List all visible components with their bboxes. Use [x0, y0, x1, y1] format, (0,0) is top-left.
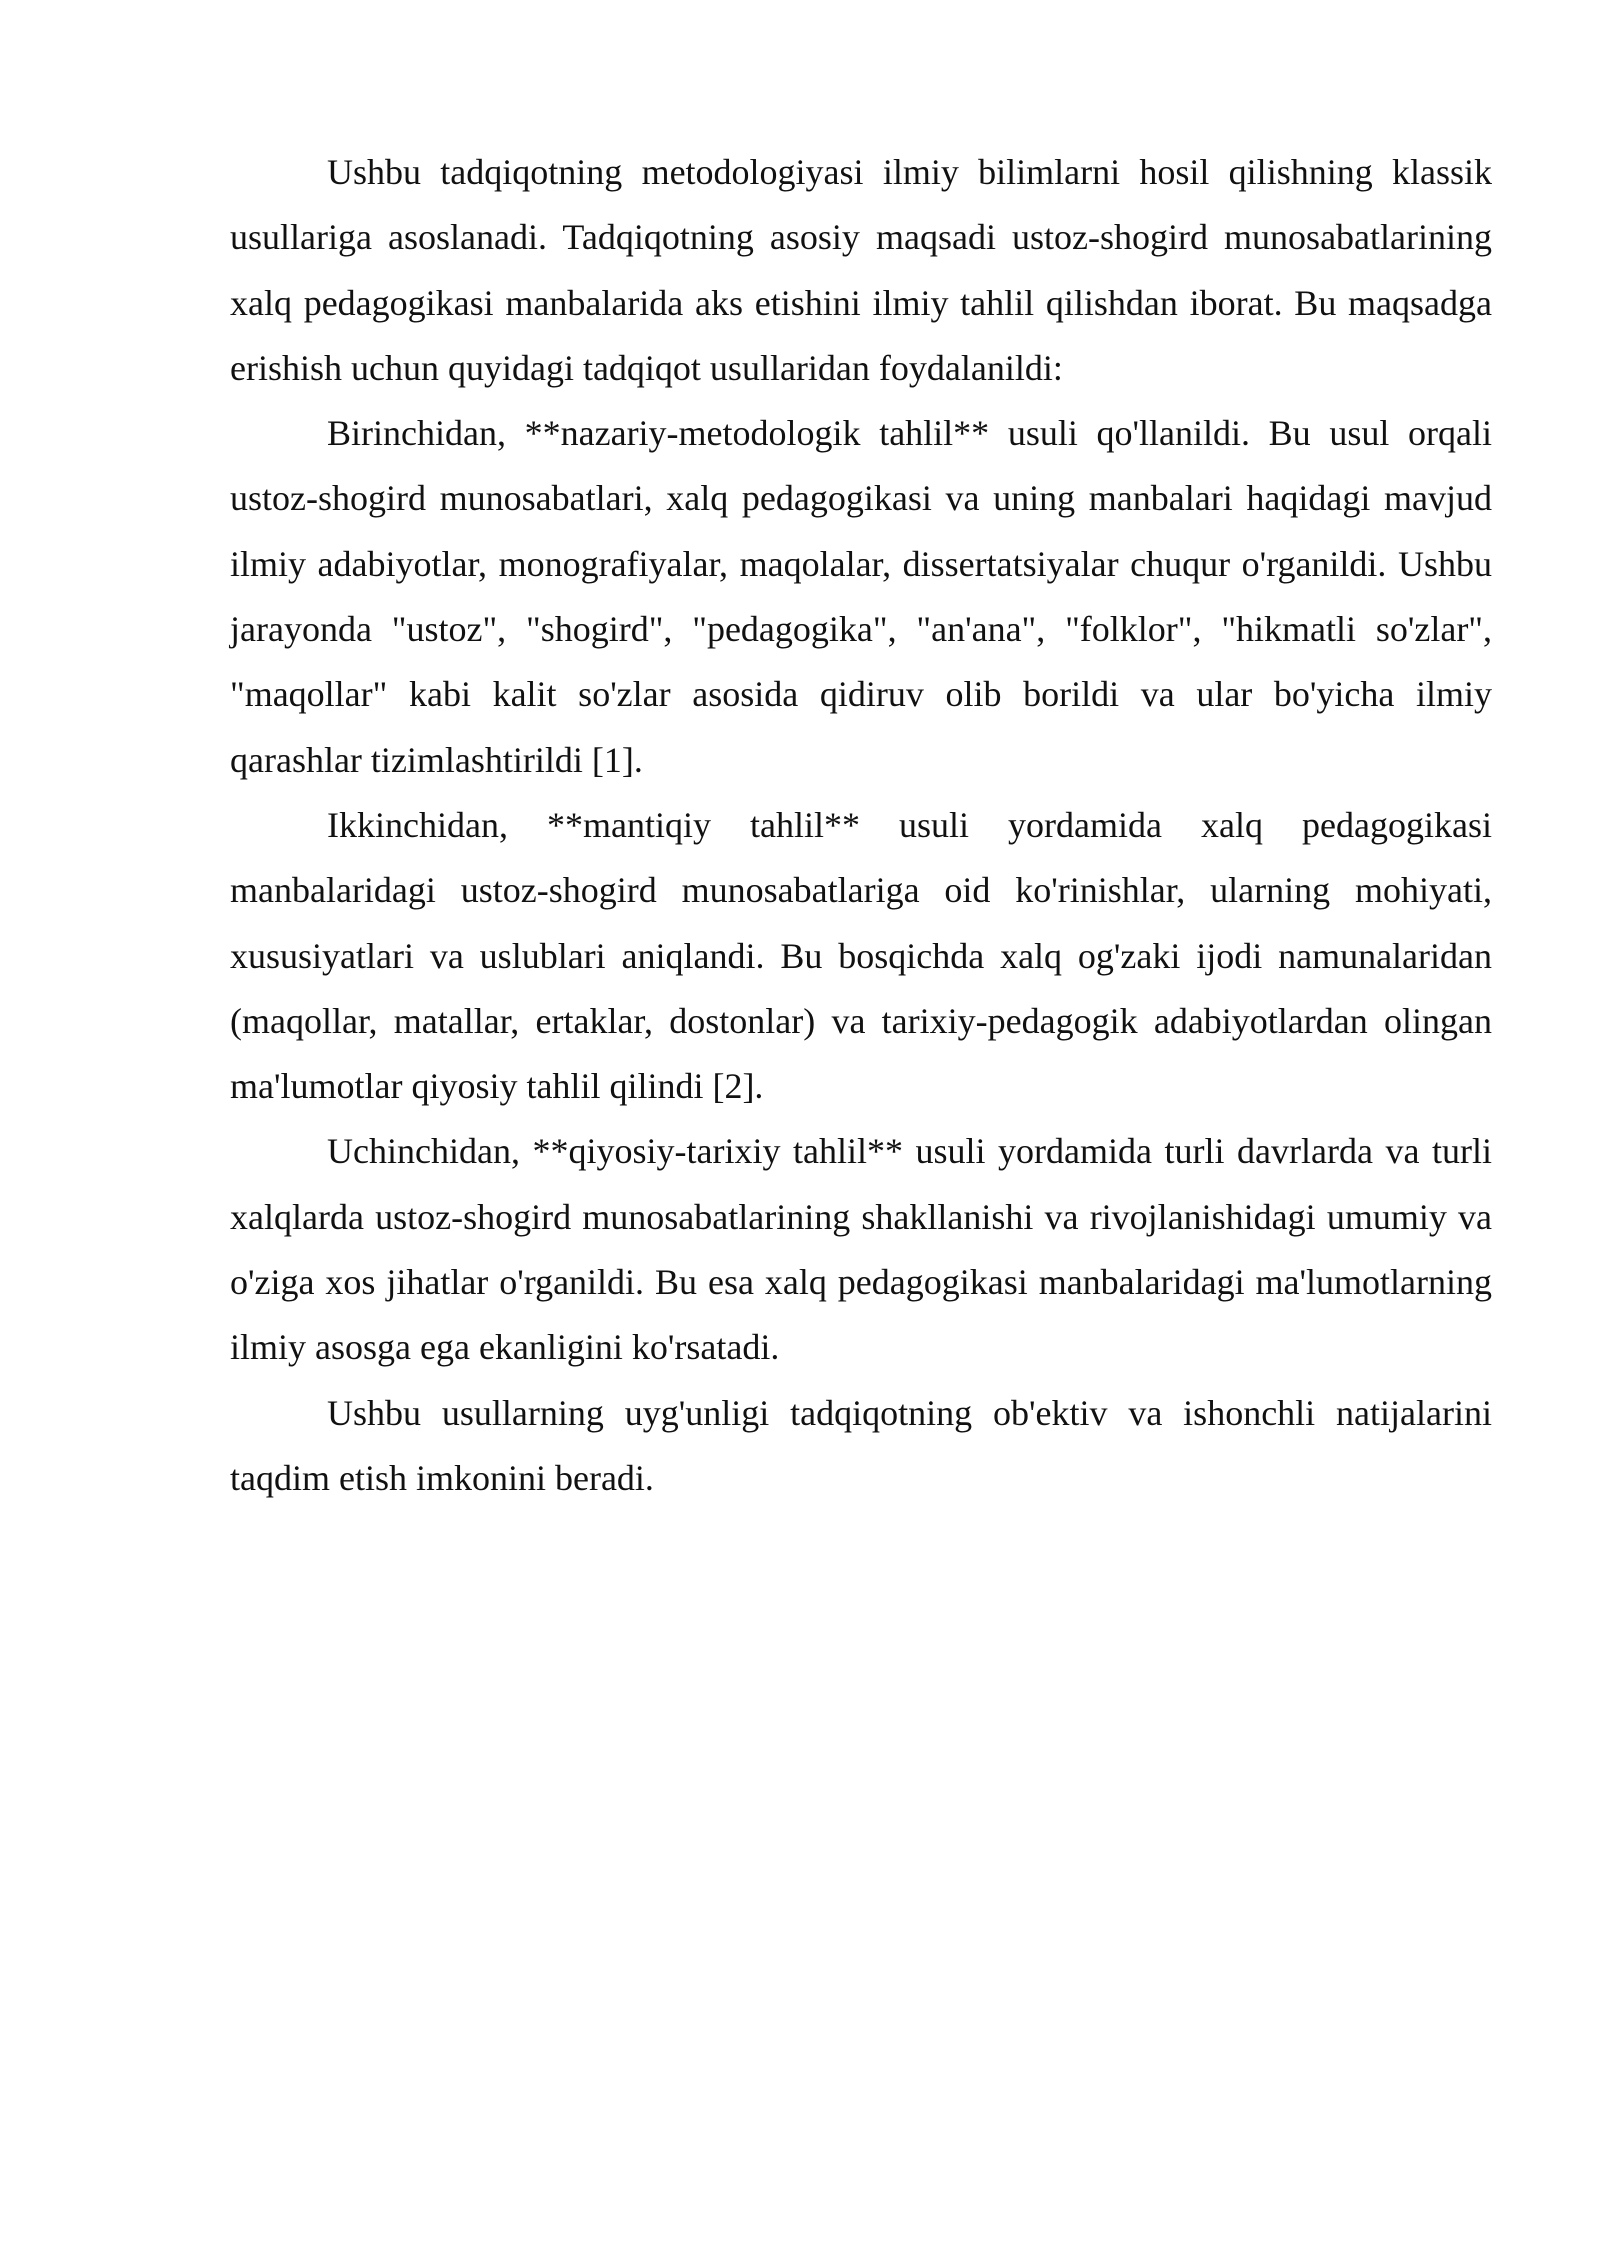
paragraph-conclusion: Ushbu usullarning uyg'unligi tadqiqotning ob'ektiv va ishonchli natijalarini taqdim etish imkonini beradi.: [230, 1392, 1492, 1498]
document-body: [230, 140, 1492, 1511]
paragraph-methodology-intro: Ushbu tadqiqotning metodologiyasi ilmiy bilimlarni hosil qilishning klassik usullariga asoslanadi. Tadqiqotning asosiy maqsadi ustoz-shogird munosabatlarining xalq pedagogikasi manbalarida aks etishini ilmiy tahlil qilishdan iborat. Bu maqsadga erishish uchun quyidagi tadqiqot usullaridan foydalanildi:: [230, 152, 1492, 388]
paragraph-third-method: Uchinchidan, **qiyosiy-tarixiy tahlil** usuli yordamida turli davrlarda va turli xalqlarda ustoz-shogird munosabatlarining shakllanishi va rivojlanishidagi umumiy va o'ziga xos jihatlar o'rganildi. Bu esa xalq pedagogikasi manbalaridagi ma'lumotlarning ilmiy asosga ega ekanligini ko'rsatadi.: [230, 1131, 1492, 1368]
paragraph-second-method: Ikkinchidan, **mantiqiy tahlil** usuli yordamida xalq pedagogikasi manbalaridagi ustoz-shogird munosabatlariga oid ko'rinishlar, ularning mohiyati, xususiyatlari va uslublari aniqlandi. Bu bosqichda xalq og'zaki ijodi namunalaridan (maqollar, matallar, ertaklar, dostonlar) va tarixiy-pedagogik adabiyotlardan olingan ma'lumotlar qiyosiy tahlil qilindi [2].: [230, 804, 1492, 1107]
paragraph-first-method: Birinchidan, **nazariy-metodologik tahlil** usuli qo'llanildi. Bu usul orqali ustoz-shogird munosabatlari, xalq pedagogikasi va uning manbalari haqidagi mavjud ilmiy adabiyotlar, monografiyalar, maqolalar, dissertatsiyalar chuqur o'rganildi. Ushbu jarayonda "ustoz", "shogird", "pedagogika", "an'ana", "folklor", "hikmatli so'zlar", "maqollar" kabi kalit so'zlar asosida qidiruv olib borildi va ular bo'yicha ilmiy qarashlar tizimlashtirildi [1].: [230, 413, 1492, 780]
